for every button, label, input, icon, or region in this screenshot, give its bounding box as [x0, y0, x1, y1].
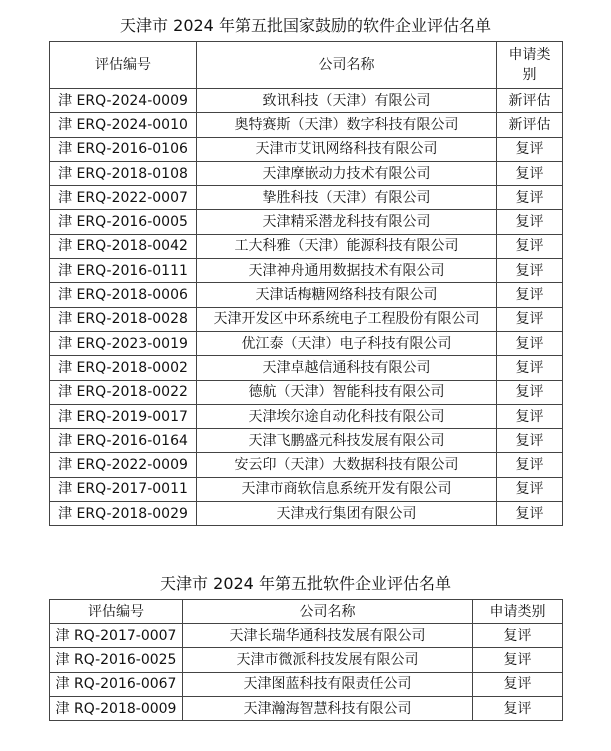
eval-number-cell: 津 RQ-2018-0009 — [50, 696, 183, 720]
category-cell: 复评 — [473, 696, 563, 720]
category-cell: 复评 — [497, 380, 563, 404]
table-row — [50, 161, 563, 185]
eval-number-cell: 津 ERQ-2018-0108 — [50, 161, 197, 185]
table-row — [50, 137, 563, 161]
category-cell: 复评 — [473, 672, 563, 696]
table-header-row — [50, 600, 563, 624]
category-cell: 复评 — [497, 137, 563, 161]
category-cell: 复评 — [497, 356, 563, 380]
eval-number-cell: 津 ERQ-2023-0019 — [50, 331, 197, 355]
company-name-cell: 天津长瑞华通科技发展有限公司 — [183, 624, 473, 648]
company-name-cell: 天津摩嵌动力技术有限公司 — [197, 161, 497, 185]
eval-number-cell: 津 RQ-2016-0025 — [50, 648, 183, 672]
table1-title: 天津市 2024 年第五批国家鼓励的软件企业评估名单 — [120, 16, 491, 35]
eval-number-cell: 津 RQ-2017-0007 — [50, 624, 183, 648]
eval-number-cell: 津 ERQ-2016-0005 — [50, 210, 197, 234]
eval-number-cell: 津 ERQ-2017-0011 — [50, 477, 197, 501]
eval-number-cell: 津 ERQ-2018-0042 — [50, 234, 197, 258]
encouraged-software-enterprise-table — [49, 41, 563, 526]
category-cell: 复评 — [473, 624, 563, 648]
category-cell: 复评 — [497, 210, 563, 234]
company-name-cell: 安云印（天津）大数据科技有限公司 — [197, 453, 497, 477]
table-row — [50, 89, 563, 113]
eval-number-cell: 津 ERQ-2019-0017 — [50, 404, 197, 428]
eval-number-cell: 津 ERQ-2022-0009 — [50, 453, 197, 477]
eval-number-cell: 津 ERQ-2018-0006 — [50, 283, 197, 307]
category-cell: 复评 — [497, 502, 563, 526]
table-row — [50, 283, 563, 307]
eval-number-cell: 津 ERQ-2016-0164 — [50, 429, 197, 453]
eval-number-cell: 津 ERQ-2018-0022 — [50, 380, 197, 404]
table-row — [50, 672, 563, 696]
company-name-cell: 天津话梅糖网络科技有限公司 — [197, 283, 497, 307]
category-cell: 复评 — [497, 331, 563, 355]
column-header-category: 申请类别 — [497, 42, 563, 89]
category-cell: 复评 — [497, 283, 563, 307]
category-cell: 复评 — [497, 429, 563, 453]
category-cell: 复评 — [497, 453, 563, 477]
eval-number-cell: 津 ERQ-2018-0028 — [50, 307, 197, 331]
eval-number-cell: 津 ERQ-2016-0111 — [50, 259, 197, 283]
table-row — [50, 210, 563, 234]
company-name-cell: 天津卓越信通科技有限公司 — [197, 356, 497, 380]
table2-title: 天津市 2024 年第五批软件企业评估名单 — [160, 574, 451, 593]
company-name-cell: 天津飞鹏盛元科技发展有限公司 — [197, 429, 497, 453]
eval-number-cell: 津 RQ-2016-0067 — [50, 672, 183, 696]
company-name-cell: 天津神舟通用数据技术有限公司 — [197, 259, 497, 283]
table-row — [50, 234, 563, 258]
table-row — [50, 696, 563, 720]
eval-number-cell: 津 ERQ-2024-0009 — [50, 89, 197, 113]
company-name-cell: 天津市商软信息系统开发有限公司 — [197, 477, 497, 501]
table-row — [50, 624, 563, 648]
column-header-category: 申请类别 — [473, 600, 563, 624]
category-cell: 复评 — [497, 234, 563, 258]
column-header-eval-number: 评估编号 — [50, 600, 183, 624]
table-row — [50, 477, 563, 501]
column-header-company-name: 公司名称 — [183, 600, 473, 624]
company-name-cell: 致讯科技（天津）有限公司 — [197, 89, 497, 113]
company-name-cell: 工大科雅（天津）能源科技有限公司 — [197, 234, 497, 258]
table-row — [50, 404, 563, 428]
category-cell: 复评 — [497, 186, 563, 210]
category-cell: 复评 — [497, 404, 563, 428]
category-cell: 复评 — [497, 161, 563, 185]
company-name-cell: 挚胜科技（天津）有限公司 — [197, 186, 497, 210]
category-cell: 复评 — [497, 477, 563, 501]
company-name-cell: 天津戎行集团有限公司 — [197, 502, 497, 526]
eval-number-cell: 津 ERQ-2018-0002 — [50, 356, 197, 380]
company-name-cell: 优江泰（天津）电子科技有限公司 — [197, 331, 497, 355]
software-enterprise-table — [49, 599, 563, 721]
company-name-cell: 天津图蓝科技有限责任公司 — [183, 672, 473, 696]
eval-number-cell: 津 ERQ-2022-0007 — [50, 186, 197, 210]
table-row — [50, 380, 563, 404]
table-row — [50, 113, 563, 137]
category-cell: 新评估 — [497, 89, 563, 113]
table-row — [50, 502, 563, 526]
company-name-cell: 德航（天津）智能科技有限公司 — [197, 380, 497, 404]
table-row — [50, 186, 563, 210]
company-name-cell: 天津瀚海智慧科技有限公司 — [183, 696, 473, 720]
table-header-row — [50, 42, 563, 89]
category-cell: 复评 — [497, 307, 563, 331]
table-row — [50, 331, 563, 355]
eval-number-cell: 津 ERQ-2018-0029 — [50, 502, 197, 526]
category-cell: 复评 — [473, 648, 563, 672]
table-row — [50, 259, 563, 283]
eval-number-cell: 津 ERQ-2024-0010 — [50, 113, 197, 137]
column-header-company-name: 公司名称 — [197, 42, 497, 89]
table-row — [50, 453, 563, 477]
company-name-cell: 奥特赛斯（天津）数字科技有限公司 — [197, 113, 497, 137]
company-name-cell: 天津市微派科技发展有限公司 — [183, 648, 473, 672]
table-row — [50, 429, 563, 453]
company-name-cell: 天津市艾讯网络科技有限公司 — [197, 137, 497, 161]
category-cell: 新评估 — [497, 113, 563, 137]
table-row — [50, 356, 563, 380]
company-name-cell: 天津开发区中环系统电子工程股份有限公司 — [197, 307, 497, 331]
company-name-cell: 天津埃尔途自动化科技有限公司 — [197, 404, 497, 428]
table-row — [50, 648, 563, 672]
column-header-eval-number: 评估编号 — [50, 42, 197, 89]
table-row — [50, 307, 563, 331]
eval-number-cell: 津 ERQ-2016-0106 — [50, 137, 197, 161]
category-cell: 复评 — [497, 259, 563, 283]
company-name-cell: 天津精采潜龙科技有限公司 — [197, 210, 497, 234]
